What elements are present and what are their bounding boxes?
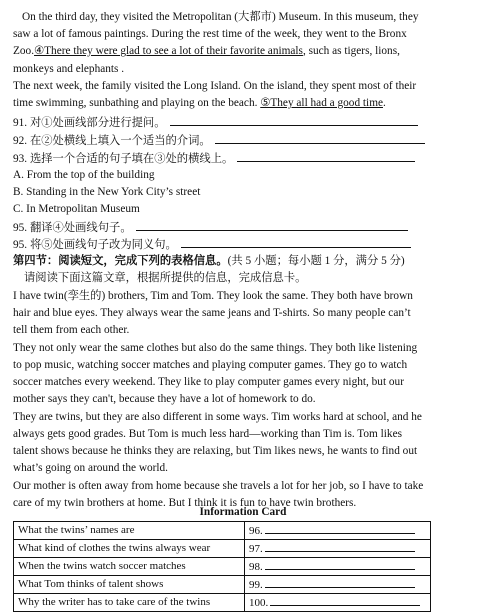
passage2-line-11: what’s going on around the world. (13, 462, 168, 474)
passage2-line-5: to pop music, watching soccer matches and playing computer games. They go to watch (13, 359, 408, 371)
row-label: What the twins’ names are (14, 522, 245, 540)
question-92 (13, 132, 476, 149)
passage1-line-3-start: Zoo. (13, 45, 35, 57)
option-c: C. In Metropolitan Museum (13, 203, 140, 215)
passage1-line-1: On the third day, they visited the Metropolitan (大都市) Museum. In this museum, they (22, 11, 419, 23)
passage1-line-2: saw a lot of famous paintings. During the rest time of the week, they went to the Bronx (13, 28, 407, 40)
option-a: A. From the top of the building (13, 169, 155, 181)
table-row (14, 594, 431, 612)
question-95a-text: 95. 翻译④处画线句子。 (13, 222, 132, 234)
table-row (14, 576, 431, 594)
answer-blank-97[interactable] (265, 540, 415, 552)
question-95-rewrite (13, 236, 476, 253)
passage2-line-6: soccer matches every weekend. They like to play computer games every night, but our (13, 376, 404, 388)
answer-blank-100[interactable] (270, 594, 420, 606)
row-number: 96. (249, 525, 263, 537)
row-label: What kind of clothes the twins always wear (14, 540, 245, 558)
passage2-line-3: tell them from each other. (13, 324, 130, 336)
answer-cell[interactable] (245, 594, 431, 612)
question-91 (13, 114, 476, 131)
row-label: Why the writer has to take care of the twins (14, 594, 245, 612)
answer-cell[interactable] (245, 540, 431, 558)
answer-blank-95b[interactable] (181, 236, 411, 248)
question-93-text: 93. 选择一个合适的句子填在③处的横线上。 (13, 153, 234, 165)
question-95-translate (13, 219, 476, 236)
section-4-title: 第四节：阅读短文，完成下列的表格信息。 (13, 255, 228, 267)
question-92-text: 92. 在②处横线上填入一个适当的介词。 (13, 135, 211, 147)
passage1-line-6-end: . (383, 97, 386, 109)
underlined-sentence-4: ④There they were glad to see a lot of their favorite animals (34, 45, 303, 57)
question-91-text: 91. 对①处画线部分进行提问。 (13, 117, 166, 129)
passage1-line-4: monkeys and elephants . (13, 63, 125, 75)
passage2-line-10: talent shows because he thinks they are relaxing, but Tim likes news, he wants to find out (13, 445, 418, 457)
passage2-line-1: I have twin(孪生的) brothers, Tim and Tom. They look the same. They both have brown (13, 290, 413, 302)
passage1-line-3 (13, 44, 476, 59)
row-number: 100. (249, 597, 269, 609)
passage2-line-7: mother says they can't, because they have a lot of homework to do. (13, 393, 316, 405)
passage1-line-6-start: time swimming, sunbathing and playing on the beach. (13, 97, 261, 109)
row-number: 99. (249, 579, 263, 591)
answer-blank-92[interactable] (215, 132, 425, 144)
passage2-line-13: care of my twin brothers at home. But I think it is fun to have twin brothers. (13, 497, 357, 509)
answer-blank-96[interactable] (265, 522, 415, 534)
passage2-line-4: They not only wear the same clothes but also do the same things. They both like listening (13, 342, 418, 354)
underlined-sentence-5: ⑤They all had a good time (260, 97, 383, 109)
answer-blank-98[interactable] (265, 558, 415, 570)
passage2-line-2: hair and blue eyes. They always wear the same jeans and T-shirts. So many people can’t (13, 307, 411, 319)
answer-cell[interactable] (245, 558, 431, 576)
section-4-instruction: 请阅读下面这篇文章，根据所提供的信息，完成信息卡。 (24, 272, 307, 284)
question-95b-text: 95. 将⑤处画线句子改为同义句。 (13, 239, 177, 251)
section-4-heading (13, 254, 476, 269)
information-card-table (13, 521, 431, 612)
row-label: What Tom thinks of talent shows (14, 576, 245, 594)
table-row (14, 540, 431, 558)
row-label: When the twins watch soccer matches (14, 558, 245, 576)
passage1-line-6 (13, 96, 476, 111)
passage1-line-3-end: , such as tigers, lions, (302, 45, 400, 57)
passage2-line-8: They are twins, but they are also different in some ways. Tim works hard at school, and he (13, 411, 422, 423)
option-b: B. Standing in the New York City’s street (13, 186, 201, 198)
passage2-line-12: Our mother is often away from home because she travels a lot for her job, so I have to take (13, 480, 424, 492)
answer-blank-93[interactable] (237, 150, 415, 162)
answer-cell[interactable] (245, 576, 431, 594)
information-card-title: Information Card (199, 506, 287, 518)
answer-blank-99[interactable] (265, 576, 415, 588)
question-93 (13, 150, 476, 167)
answer-blank-91[interactable] (170, 114, 418, 126)
answer-cell[interactable] (245, 522, 431, 540)
section-4-scoring: (共 5 小题；每小题 1 分，满分 5 分) (227, 255, 405, 267)
row-number: 97. (249, 543, 263, 555)
passage2-line-9: always gets good grades. But Tom is much less hard—working than Tim is. Tom likes (13, 428, 402, 440)
row-number: 98. (249, 561, 263, 573)
table-row (14, 522, 431, 540)
passage1-line-5: The next week, the family visited the Long Island. On the island, they spent most of their (13, 80, 417, 92)
answer-blank-95a[interactable] (136, 219, 408, 231)
table-row (14, 558, 431, 576)
